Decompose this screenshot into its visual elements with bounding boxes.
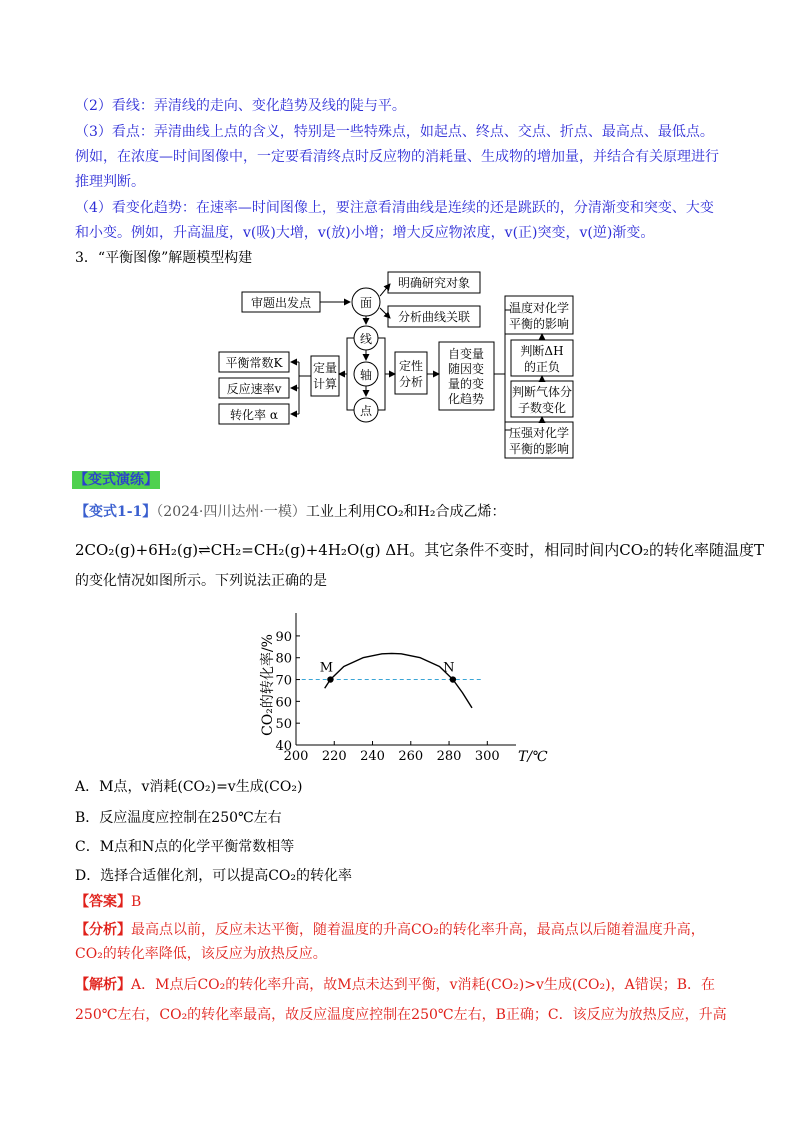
chart-x-tick-label: 280 (436, 749, 462, 764)
chart-ylabel: CO₂的转化率/% (260, 634, 276, 736)
answer-value: B (131, 894, 142, 910)
chart-y-tick-label: 80 (275, 651, 292, 667)
flow-rate: 反应速率v (226, 382, 282, 396)
chart-y-tick-label: 50 (275, 717, 292, 733)
flow-curve-relation: 分析曲线关联 (397, 310, 471, 324)
chart-x-tick-label: 260 (398, 749, 424, 764)
question-equation: 2CO₂(g)+6H₂(g)⇌CH₂=CH₂(g)+4H₂O(g) ΔH (75, 541, 410, 559)
tip-line-3b: 例如，在浓度—时间图像中，一定要看清终点时反应物的消耗量、生成物的增加量，并结合有关原理进行 (75, 149, 719, 165)
chart-point-n (450, 676, 456, 682)
flow-trend-2: 随因变 (447, 362, 485, 376)
option-a: A．M点，v消耗(CO₂)=v生成(CO₂) (75, 779, 303, 795)
flow-conversion: 转化率 α (230, 408, 278, 422)
tip-line-3a: （3）看点：弄清曲线上点的含义，特别是一些特殊点，如起点、终点、交点、折点、最高点、最低点。 (75, 124, 714, 140)
tip-line-4b: 和小变。例如，升高温度，v(吸)大增，v(放)小增；增大反应物浓度，v(正)突变，v(逆)渐变。 (75, 225, 655, 241)
flow-temp-2: 平衡的影响 (508, 317, 570, 331)
chart-point-label-n: N (443, 660, 455, 676)
model-flow-diagram (215, 270, 600, 460)
tip-line-4a: （4）看变化趋势：在速率—时间图像上，要注意看清曲线是连续的还是跳跃的，分清渐变和突变、大变 (75, 200, 714, 216)
flow-dh-2: 的正负 (523, 360, 561, 374)
option-c: C．M点和N点的化学平衡常数相等 (75, 839, 295, 855)
flow-quant-2: 计算 (312, 377, 338, 391)
explain-tag: 【解析】 (75, 977, 131, 993)
section-3-title: 3．“平衡图像”解题模型构建 (75, 250, 253, 266)
chart-y-tick-label: 40 (275, 739, 292, 754)
chart-point-m (327, 676, 333, 682)
flow-k: 平衡常数K (225, 356, 283, 370)
answer-tag: 【答案】 (75, 894, 131, 910)
flow-gas-2: 子数变化 (517, 401, 567, 415)
option-b: B．反应温度应控制在250℃左右 (75, 810, 282, 826)
flow-pressure-1: 压强对化学 (508, 426, 570, 440)
answer-line (75, 892, 141, 912)
flow-qual-1: 定性 (398, 359, 424, 373)
explain-text-1: A．M点后CO₂的转化率升高，故M点未达到平衡，v消耗(CO₂)>v生成(CO₂)，A错误；B．在 (131, 977, 715, 993)
question-line-1 (75, 502, 505, 522)
option-d: D．选择合适催化剂，可以提高CO₂的转化率 (75, 868, 353, 884)
explain-line-1 (75, 975, 715, 995)
chart-x-tick-label: 200 (283, 749, 309, 764)
chart-x-tick-label: 220 (321, 749, 347, 764)
chart-x-tick-label: 300 (474, 749, 500, 764)
flow-study-object: 明确研究对象 (397, 276, 471, 290)
question-stem-2: 。其它条件不变时，相同时间内CO₂的转化率随温度T (409, 541, 765, 559)
explain-text-2: 250℃左右，CO₂的转化率最高，故反应温度应控制在250℃左右，B正确；C．该反应为放热反应，升高 (75, 1007, 727, 1023)
flow-quant-1: 定量 (312, 361, 338, 375)
flow-dh-1: 判断ΔH (520, 344, 564, 358)
question-tag: 【变式1-1】 (75, 504, 157, 520)
flow-trend-4: 化趋势 (447, 392, 485, 406)
analysis-text-1: 最高点以前，反应未达平衡，随着温度的升高CO₂的转化率升高，最高点以后随着温度升高， (131, 922, 705, 938)
flow-start: 审题出发点 (250, 296, 312, 310)
flow-gas-1: 判断气体分 (511, 385, 573, 399)
flow-xian: 线 (359, 332, 373, 346)
chart-y-tick-label: 90 (275, 629, 292, 645)
analysis-tag: 【分析】 (75, 922, 131, 938)
analysis-text-2: CO₂的转化率降低，该反应为放热反应。 (75, 946, 327, 962)
tip-line-2: （2）看线：弄清线的走向、变化趋势及线的陡与平。 (75, 98, 406, 114)
chart-xlabel: T/℃ (518, 749, 548, 765)
chart-y-tick-label: 60 (275, 695, 292, 711)
chart-point-label-m: M (319, 660, 334, 676)
flow-temp-1: 温度对化学 (508, 301, 570, 315)
flow-mian: 面 (359, 296, 373, 310)
question-stem-1: 工业上利用CO₂和H₂合成乙烯： (305, 504, 506, 520)
chart-x-tick-label: 240 (360, 749, 385, 764)
chart-y-tick-label: 70 (275, 673, 292, 689)
flow-dian: 点 (359, 404, 373, 418)
flow-trend-3: 量的变 (447, 377, 485, 391)
flow-trend-1: 自变量 (447, 347, 485, 361)
question-stem-3: 的变化情况如图所示。下列说法正确的是 (75, 573, 327, 589)
practice-header: 【变式演练】 (74, 472, 158, 488)
question-line-2 (75, 540, 764, 560)
analysis-line-1 (75, 920, 705, 940)
flow-zhou: 轴 (359, 368, 373, 382)
question-source: （2024·四川达州·一模） (156, 504, 306, 520)
flow-pressure-2: 平衡的影响 (508, 442, 570, 456)
flow-qual-2: 分析 (398, 375, 424, 389)
tip-line-3c: 推理判断。 (75, 174, 145, 190)
conversion-chart (248, 605, 548, 765)
